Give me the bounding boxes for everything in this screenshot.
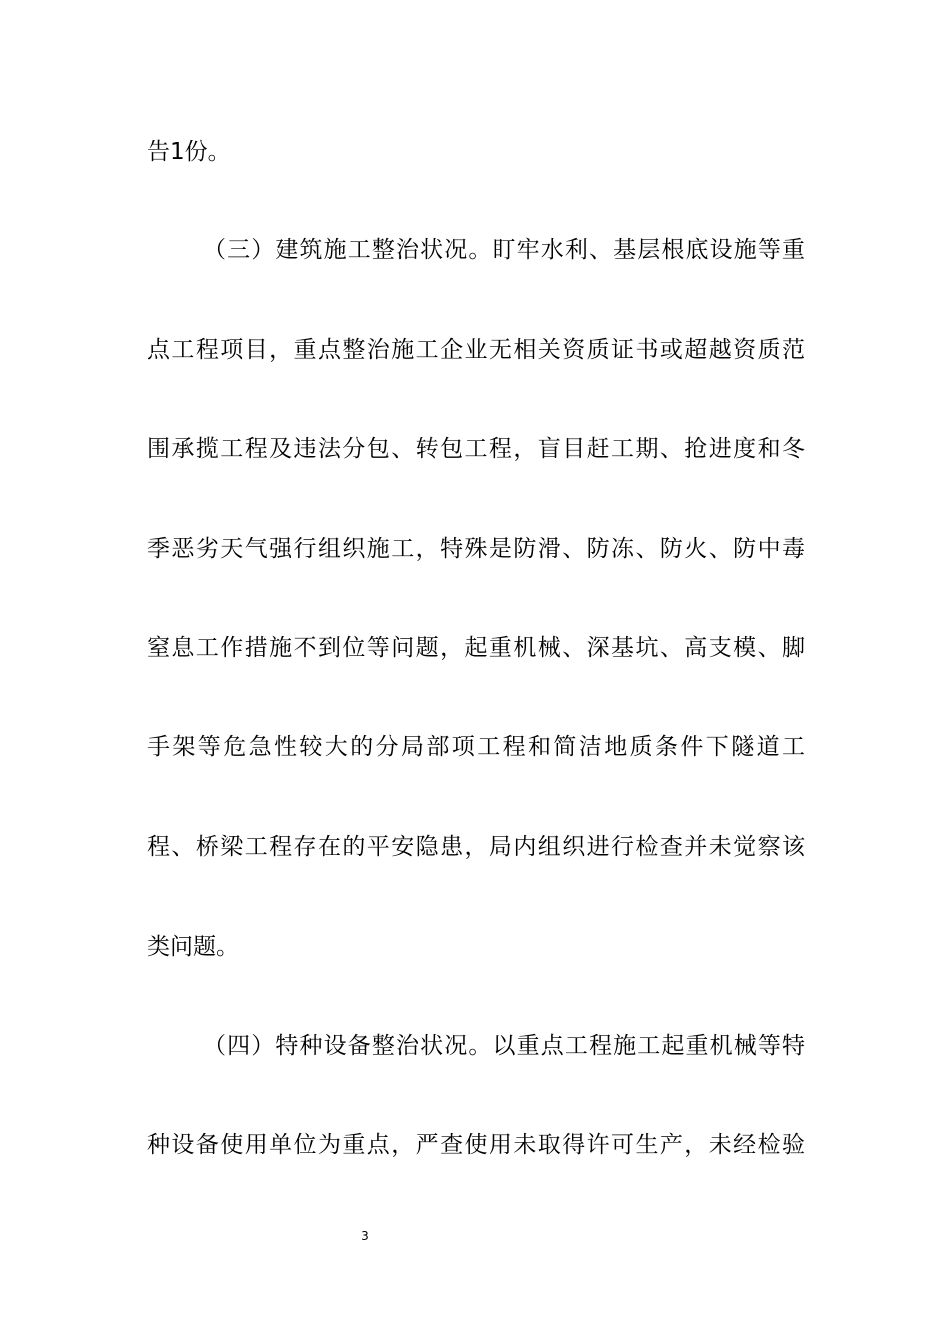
text-line-1: 告1份。 xyxy=(147,139,231,165)
text-line-4: 围承揽工程及违法分包、转包工程，盲目赶工期、抢进度和冬 xyxy=(147,436,805,462)
text-line-6: 窒息工作措施不到位等问题，起重机械、深基坑、高支模、脚 xyxy=(147,635,805,661)
page-number: 3 xyxy=(361,1229,369,1243)
text-line-7: 手架等危急性较大的分局部项工程和简洁地质条件下隧道工 xyxy=(147,734,805,760)
text-line-5: 季恶劣天气强行组织施工，特殊是防滑、防冻、防火、防中毒 xyxy=(147,536,805,562)
text-line-10: （四）特种设备整治状况。以重点工程施工起重机械等特 xyxy=(203,1033,805,1059)
text-line-2: （三）建筑施工整治状况。盯牢水利、基层根底设施等重 xyxy=(203,237,805,263)
text-line-11: 种设备使用单位为重点，严查使用未取得许可生产，未经检验 xyxy=(147,1132,805,1158)
text-line-3: 点工程项目，重点整治施工企业无相关资质证书或超越资质范 xyxy=(147,337,805,363)
text-line-9: 类问题。 xyxy=(147,934,239,960)
text-line-8: 程、桥梁工程存在的平安隐患，局内组织进行检查并未觉察该 xyxy=(147,834,805,860)
